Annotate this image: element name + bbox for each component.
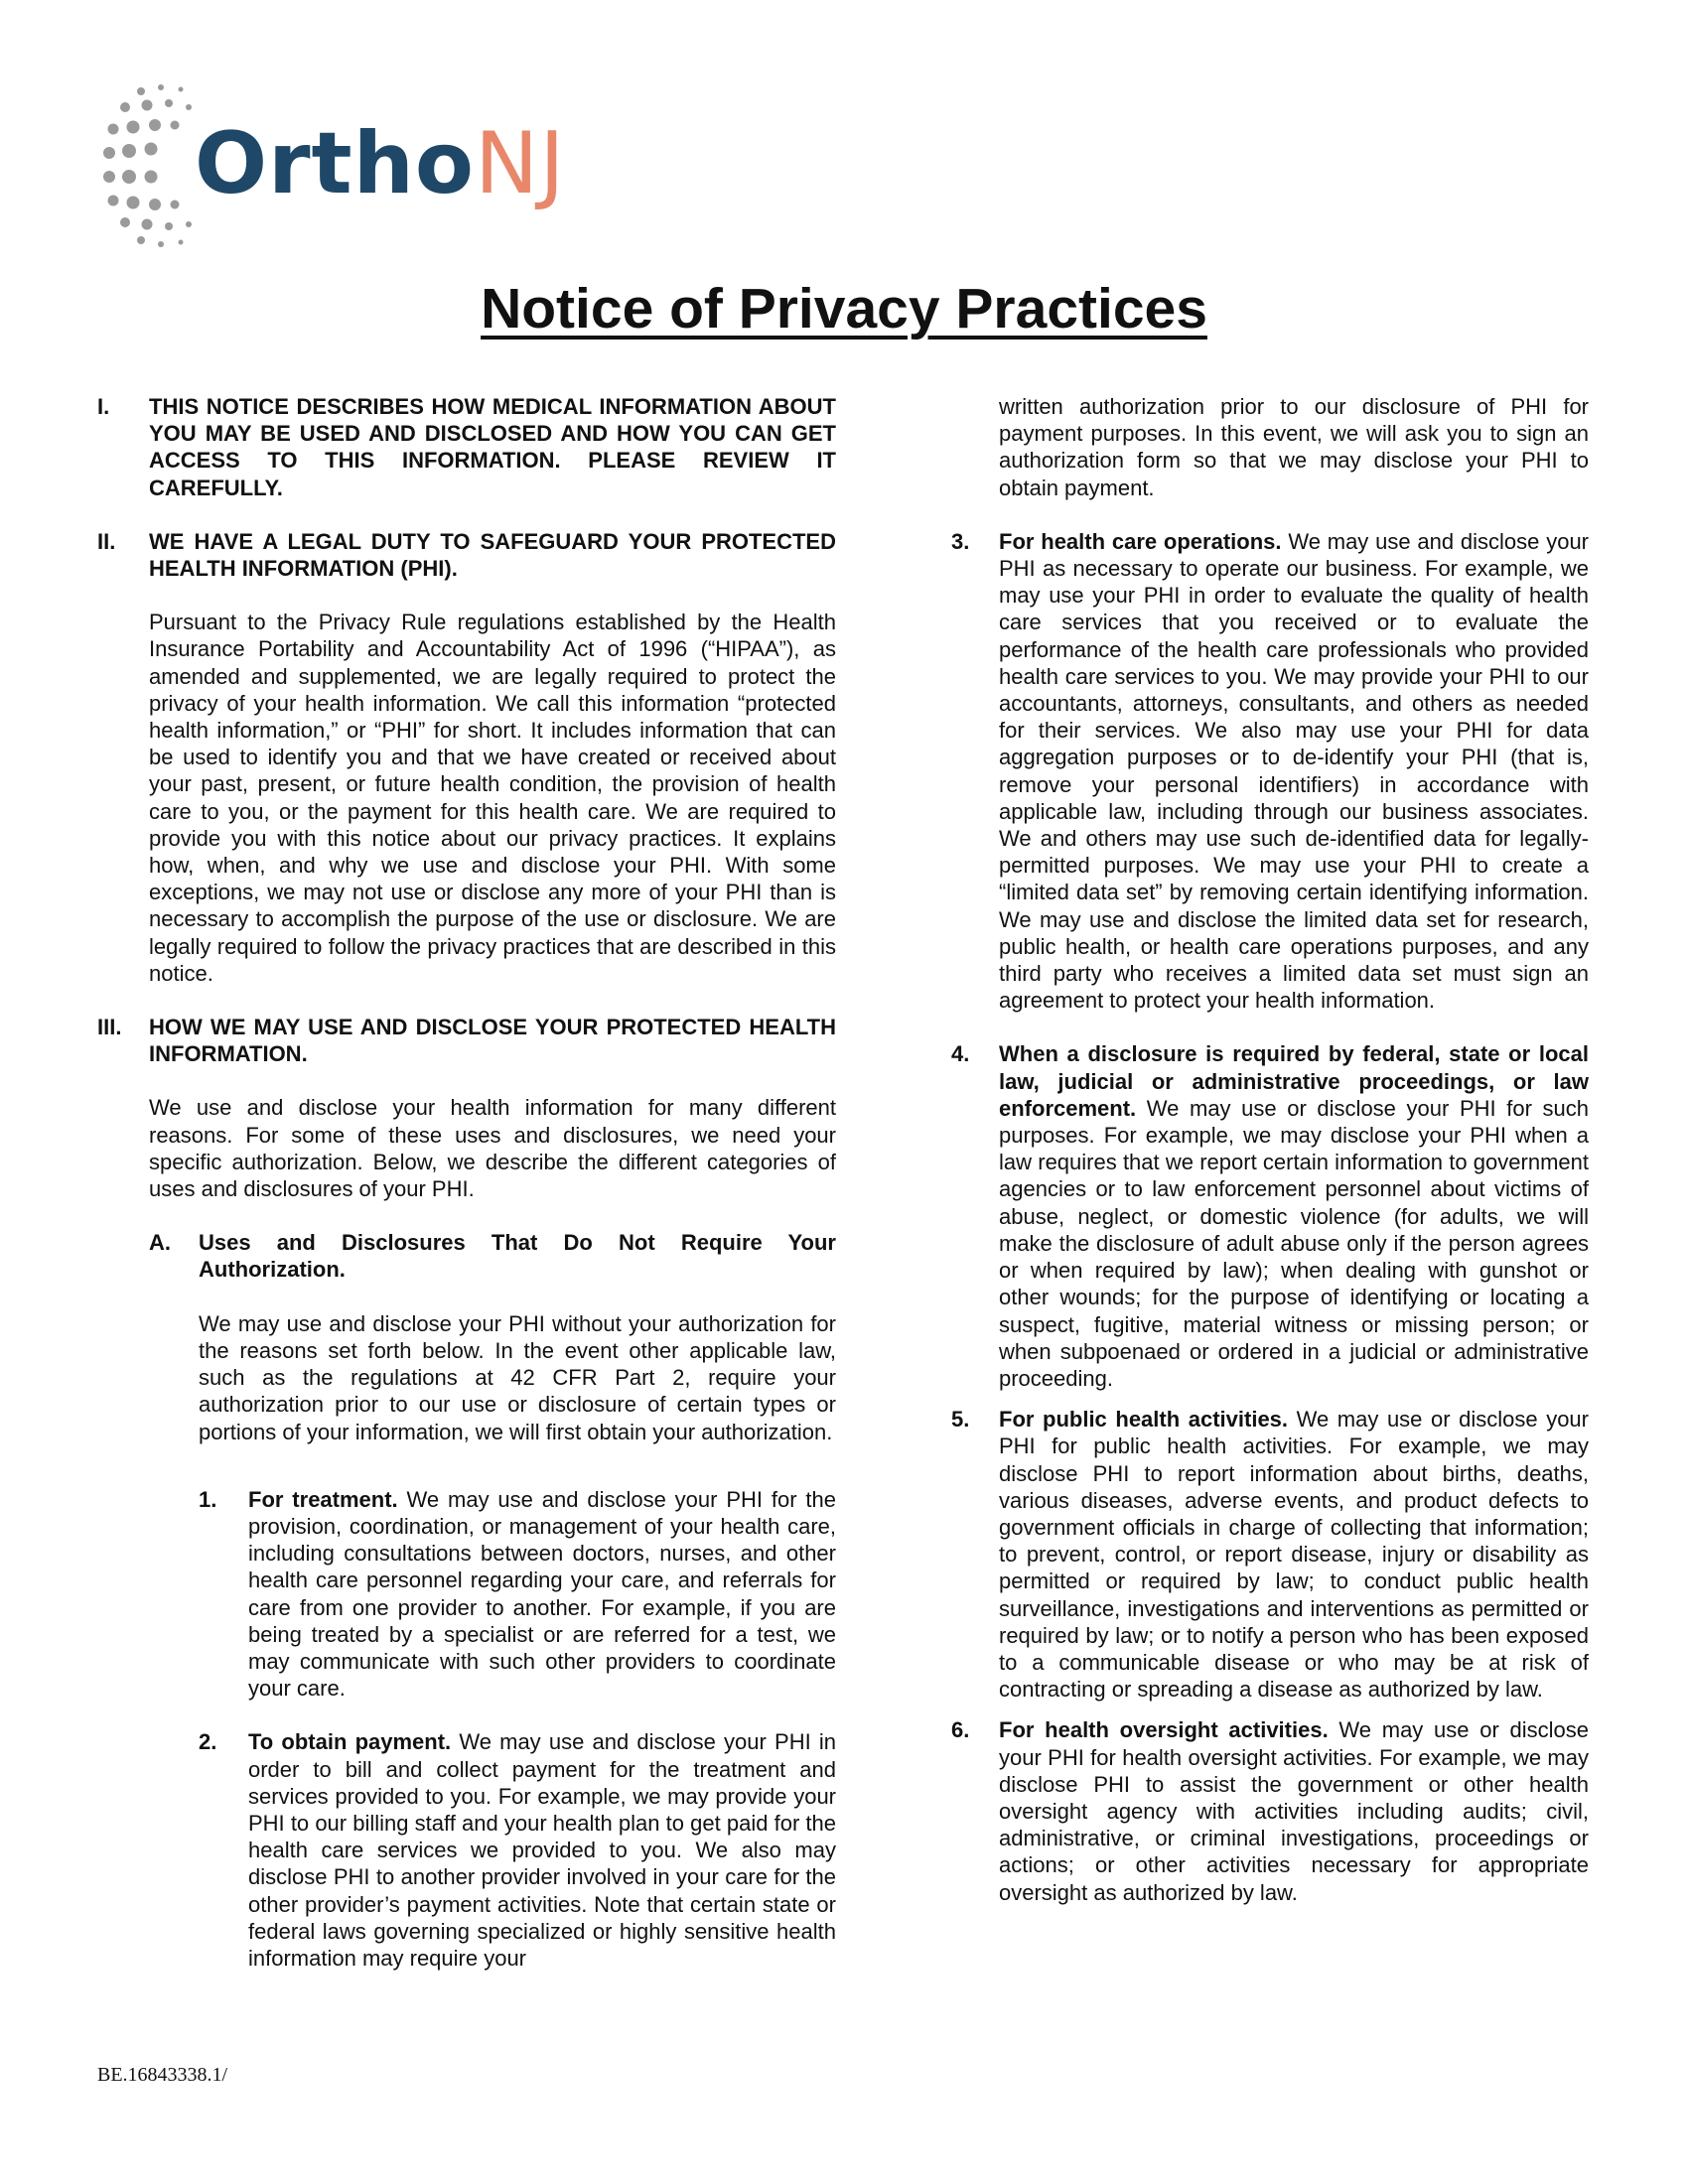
list-item-2-lead: To obtain payment.: [248, 1729, 452, 1755]
list-item-3: [951, 528, 1589, 1015]
section-3-number: III.: [97, 1015, 122, 1040]
subsection-a-heading: Uses and Disclosures That Do Not Require Your Authorization.: [199, 1230, 836, 1283]
section-2-number: II.: [97, 528, 116, 554]
list-item-5: [951, 1406, 1589, 1703]
subsection-a-letter: A.: [149, 1230, 171, 1256]
section-1: [97, 393, 836, 501]
list-item-1: [199, 1486, 836, 1703]
list-item-2-body: We may use and disclose your PHI in order to bill and collect payment for the treatment and services provided to you. For example, we may provide your PHI to our billing staff and your health plan to get paid for the health care services we provided to you. We also may disclose PHI to another provider involved in your care for the other provider’s payment activities. Note that certain state or federal laws governing specialized or highly sensitive health information may require your: [248, 1729, 836, 1971]
list-item-2: [199, 1728, 836, 1972]
list-item-5-number: 5.: [951, 1407, 970, 1433]
logo-ortho-text: Ortho: [195, 114, 475, 213]
list-item-4-lead: When a disclosure is required by federal, state or local law, judicial or administrative proceedings, or law enforcement.: [999, 1041, 1589, 1121]
logo-wordmark: [195, 114, 566, 213]
list-item-3-body: We may use and disclose your PHI as necessary to operate our business. For example, we may use your PHI in order to evaluate the quality of health care services that you received or to evaluate the performance of the health care professionals who provided health care services to you. We may provide your PHI to our accountants, attorneys, consultants, and others as needed for their services. We also may use your PHI for data aggregation purposes or to de-identify your PHI (that is, remove your personal identifiers) in accordance with applicable law, including through our business associates. We and others may use such de-identified data for legally-permitted purposes. We may use your PHI to create a “limited data set” by removing certain identifying information. We may use and disclose the limited data set for research, public health, or health care operations purposes, and any third party who receives a limited data set must sign an agreement to protect your health information.: [999, 528, 1590, 1014]
page-title: Notice of Privacy Practices: [481, 277, 1207, 341]
section-1-number: I.: [97, 394, 110, 419]
list-item-4: [951, 1040, 1589, 1392]
list-item-4-text: [999, 1040, 1589, 1392]
list-item-1-body: We may use and disclose your PHI for the provision, coordination, or management of your health care, including consultations between doctors, nurses, and other health care personnel regarding your care, and referrals for care from one provider to another. For example, if you are being treated by a specialist or are referred for a test, we may communicate with such other providers to coordinate your care.: [248, 1486, 836, 1702]
list-item-4-number: 4.: [951, 1041, 970, 1067]
list-item-5-text: [999, 1406, 1589, 1703]
section-2-body: Pursuant to the Privacy Rule regulations established by the Health Insurance Portability and Accountability Act of 1996 (“HIPAA”), as amended and supplemented, we are legally required to protect the privacy of your health information. We call this information “protected health information,” or “PHI” for short. It includes information that can be used to identify you and that we have created or received about your past, present, or future health condition, the provision of health care to you, or the payment for this health care. We are required to provide you with this notice about our privacy practices. It explains how, when, and why we use and disclose your PHI. With some exceptions, we may not use or disclose any more of your PHI than is necessary to accomplish the purpose of the use or disclosure. We are legally required to follow the privacy practices that are described in this notice.: [149, 610, 836, 986]
list-item-2-text: [248, 1728, 836, 1972]
subsection-a: [149, 1229, 836, 1283]
list-item-3-number: 3.: [951, 528, 970, 554]
list-item-6-number: 6.: [951, 1717, 970, 1743]
list-item-1-lead: For treatment.: [248, 1486, 398, 1512]
section-1-heading: THIS NOTICE DESCRIBES HOW MEDICAL INFORMATION ABOUT YOU MAY BE USED AND DISCLOSED AND HOW YOU CAN GET ACCESS TO THIS INFORMATION. PLEASE REVIEW IT CAREFULLY.: [149, 394, 836, 500]
list-item-4-body: We may use or disclose your PHI for such purposes. For example, we may disclose your PHI when a law requires that we report certain information to government agencies or to law enforcement personnel about victims of abuse, neglect, or domestic violence (for adults, we will make the disclosure of adult abuse only if the person agrees or when required by law); when dealing with gunshot or other wounds; for the purpose of identifying or locating a suspect, fugitive, material witness or missing person; or when subpoenaed or ordered in a judicial or administrative proceeding.: [999, 1095, 1589, 1391]
section-3: [97, 1014, 836, 1067]
list-item-1-number: 1.: [199, 1486, 217, 1512]
list-item-2-continued: written authorization prior to our disclosure of PHI for payment purposes. In this event, we will ask you to sign an authorization form so that we may disclose your PHI to obtain payment.: [999, 394, 1589, 500]
right-column: [951, 393, 1589, 1906]
left-column: [97, 393, 836, 1972]
list-item-6: [951, 1716, 1589, 1905]
list-item-5-body: We may use or disclose your PHI for public health activities. For example, we may disclose PHI to report information about births, deaths, various diseases, adverse events, and product defects to government officials in charge of collecting that information; to prevent, control, or report disease, injury or disability as permitted or required by law; to conduct public health surveillance, investigations and interventions as permitted or required by law; or to notify a person who has been exposed to a communicable disease or who may be at risk of contracting or spreading a disease as authorized by law.: [999, 1407, 1589, 1703]
list-item-3-text: [999, 528, 1589, 1015]
section-2: [97, 528, 836, 582]
list-item-6-text: [999, 1716, 1589, 1905]
list-item-6-body: We may use or disclose your PHI for health oversight activities. For example, we may disclose PHI to assist the government or other health oversight agency with activities including audits; civil, administrative, or criminal investigations, proceedings or actions; or other activities necessary for appropriate oversight as authorized by law.: [999, 1717, 1589, 1905]
orthonj-logo: [103, 77, 566, 256]
section-3-heading: HOW WE MAY USE AND DISCLOSE YOUR PROTECTED HEALTH INFORMATION.: [149, 1015, 836, 1067]
list-item-2-number: 2.: [199, 1729, 217, 1755]
list-item-3-lead: For health care operations.: [999, 528, 1282, 554]
section-2-heading: WE HAVE A LEGAL DUTY TO SAFEGUARD YOUR PROTECTED HEALTH INFORMATION (PHI).: [149, 528, 836, 582]
list-item-5-lead: For public health activities.: [999, 1407, 1289, 1433]
list-item-6-lead: For health oversight activities.: [999, 1717, 1329, 1743]
list-item-1-text: [248, 1486, 836, 1703]
document-id-footer: BE.16843338.1/: [97, 2064, 228, 2086]
logo-nj-text: NJ: [474, 114, 566, 213]
subsection-a-body: We may use and disclose your PHI without your authorization for the reasons set forth below. In the event other applicable law, such as the regulations at 42 CFR Part 2, require your authorization prior to our use or disclosure of certain types or portions of your information, we will first obtain your authorization.: [199, 1310, 836, 1444]
section-3-body: We use and disclose your health information for many different reasons. For some of these uses and disclosures, we need your specific authorization. Below, we describe the different categories of uses and disclosures of your PHI.: [149, 1095, 836, 1202]
